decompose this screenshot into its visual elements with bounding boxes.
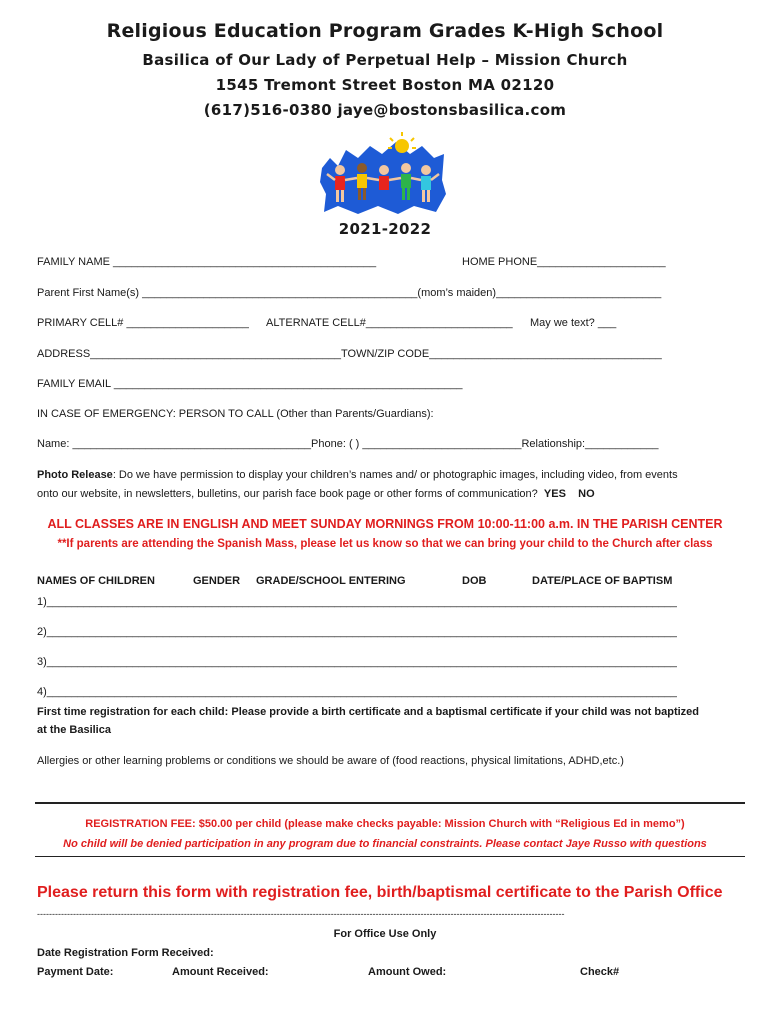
first-time-note-line2: at the Basilica <box>37 724 111 736</box>
photo-no-option[interactable]: NO <box>578 488 595 500</box>
payment-date-label: Payment Date: <box>37 966 114 978</box>
registration-fee: REGISTRATION FEE: $50.00 per child (please make checks payable: Mission Church with “Religious Ed in memo”) <box>85 818 685 830</box>
fee-bottom-rule <box>35 856 745 857</box>
parent-names-field[interactable]: Parent First Name(s) _____________________________________________(mom’s maiden)___________________________ <box>37 287 662 299</box>
form-title: Religious Education Program Grades K-High School <box>106 20 664 42</box>
parish-name: Basilica of Our Lady of Perpetual Help – Mission Church <box>142 51 628 69</box>
spanish-mass-notice: **If parents are attending the Spanish Mass, please let us know so that we can bring your child to the Church after class <box>57 538 713 550</box>
photo-release-text2: onto our website, in newsletters, bulletins, our parish face book page or other forms of communication? <box>37 488 538 500</box>
photo-yes-option[interactable]: YES <box>543 488 566 500</box>
cut-line: -------------------------------------------------------------------------------------------------------------------------------------------------------------------------------- <box>37 909 565 919</box>
allergies-prompt: Allergies or other learning problems or conditions we should be aware of (food reactions, physical limitations, ADHD,etc.) <box>37 755 624 767</box>
children-logo-icon <box>318 128 448 216</box>
address-field[interactable]: ADDRESS_________________________________________TOWN/ZIP CODE______________________________________ <box>37 348 662 360</box>
fee-top-rule <box>35 802 745 804</box>
first-time-note-line1: First time registration for each child: Please provide a birth certificate and a baptismal certificate if your child was not baptized <box>37 706 699 718</box>
amount-received-label: Amount Received: <box>172 966 269 978</box>
child-row-3[interactable]: 3)_______________________________________________________________________________________________________ <box>37 656 677 668</box>
family-name-field[interactable]: FAMILY NAME ___________________________________________ <box>37 256 377 268</box>
office-use-title: For Office Use Only <box>333 928 437 940</box>
photo-release-label: Photo Release <box>37 469 113 481</box>
check-number-label: Check# <box>580 966 620 978</box>
photo-release-line2 <box>37 488 595 500</box>
parish-address: 1545 Tremont Street Boston MA 02120 <box>215 76 555 94</box>
family-email-field[interactable]: FAMILY EMAIL _________________________________________________________ <box>37 378 463 390</box>
parish-contact: (617)516-0380 jaye@bostonsbasilica.com <box>203 101 567 119</box>
class-schedule-notice: ALL CLASSES ARE IN ENGLISH AND MEET SUNDAY MORNINGS FROM 10:00-11:00 a.m. IN THE PARISH CENTER <box>47 517 723 531</box>
financial-note: No child will be denied participation in any program due to financial constraints. Please contact Jaye Russo with questions <box>63 838 707 850</box>
emergency-heading: IN CASE OF EMERGENCY: PERSON TO CALL (Other than Parents/Guardians): <box>37 408 434 420</box>
photo-release-line1 <box>37 469 678 481</box>
child-row-1[interactable]: 1)_______________________________________________________________________________________________________ <box>37 596 677 608</box>
emergency-contact-field[interactable]: Name: _______________________________________Phone: ( ) __________________________Relationship:____________ <box>37 438 659 450</box>
text-permission-field[interactable]: May we text? ___ <box>530 317 617 329</box>
primary-cell-field[interactable]: PRIMARY CELL# ____________________ <box>37 317 249 329</box>
school-year: 2021-2022 <box>338 220 432 238</box>
children-col-dob: DOB <box>462 575 487 587</box>
children-col-grade: GRADE/SCHOOL ENTERING <box>256 575 406 587</box>
home-phone-field[interactable]: HOME PHONE_____________________ <box>462 256 666 268</box>
children-col-baptism: DATE/PLACE OF BAPTISM <box>532 575 673 587</box>
photo-release-text1: : Do we have permission to display your children’s names and/ or photographic images, including video, from events <box>112 469 678 481</box>
children-col-gender: GENDER <box>193 575 241 587</box>
children-col-name: NAMES OF CHILDREN <box>37 575 155 587</box>
amount-owed-label: Amount Owed: <box>368 966 447 978</box>
alternate-cell-field[interactable]: ALTERNATE CELL#________________________ <box>266 317 513 329</box>
child-row-4[interactable]: 4)_______________________________________________________________________________________________________ <box>37 686 677 698</box>
child-row-2[interactable]: 2)_______________________________________________________________________________________________________ <box>37 626 677 638</box>
return-instructions: Please return this form with registration fee, birth/baptismal certificate to the Parish Office <box>37 884 723 901</box>
date-received-label: Date Registration Form Received: <box>37 947 214 959</box>
